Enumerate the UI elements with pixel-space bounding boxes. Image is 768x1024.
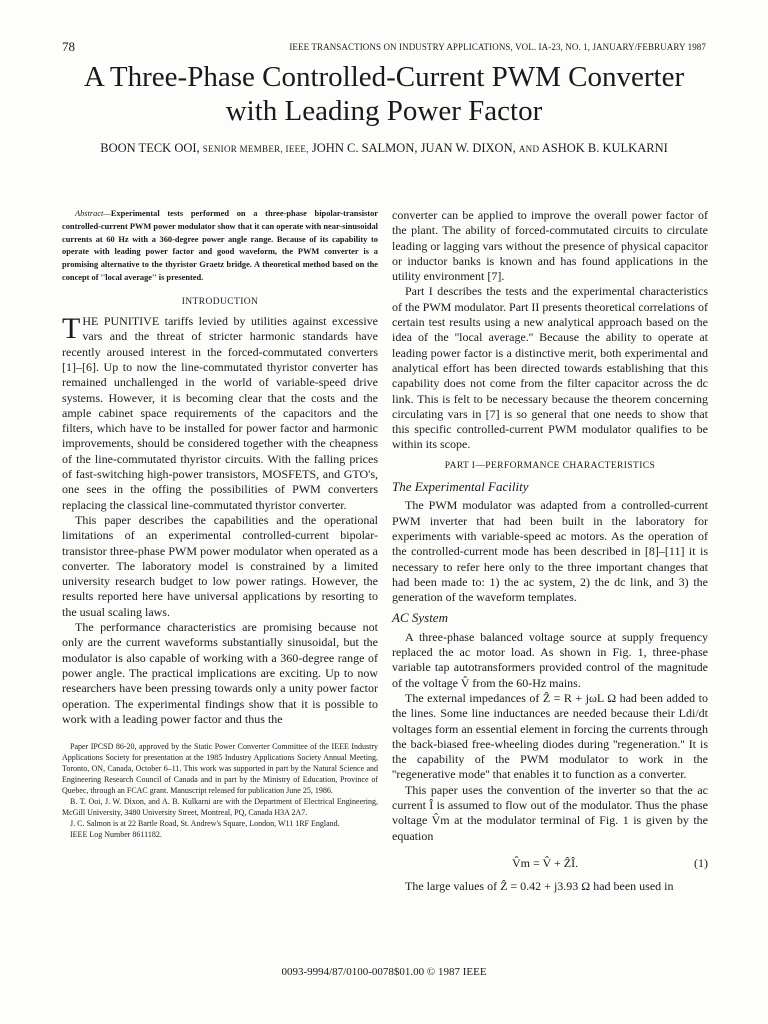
introduction-heading: INTRODUCTION bbox=[181, 296, 259, 307]
author-1: BOON TECK OOI, bbox=[100, 141, 200, 155]
part-1-heading: PART I—PERFORMANCE CHARACTERISTICS bbox=[444, 460, 656, 471]
footnote bbox=[62, 741, 378, 840]
journal-header: IEEE TRANSACTIONS ON INDUSTRY APPLICATIONS, VOL. IA-23, NO. 1, JANUARY/FEBRUARY 1987 bbox=[289, 42, 706, 52]
title-line-2: with Leading Power Factor bbox=[225, 95, 543, 127]
right-paragraph-4: A three-phase balanced voltage source at supply frequency replaced the ac motor load. As shown in Fig. 1, three-phase variable tap autotransformers provided control of the magnitude of the voltage V̂ from the 60-Hz mains. bbox=[392, 629, 708, 690]
page-number: 78 bbox=[62, 39, 75, 54]
intro-p1-text: HE PUNITIVE tariffs levied by utilities against excessive vars and the threat of stricter harmonic standards have recently aroused interest in the forced-commutated converters [1]–[6]. Up to now the line-commutated thyristor converter has remained unchallenged in the world of variable-speed drive systems. However, it is becoming clear that the costs and the ample cabinet space requirements of the capacitors and the filters, which have to be installed for power factor and harmonic improvements, should be considered together with the cheapness of the line-commutated thyristor circuits. With the falling prices of fast-switching high-power transistors, MOSFETS, and GTO's, one sees in the offing the possibilities of PWM converters replacing the classical line-commutated thyristor converter. bbox=[62, 314, 378, 512]
authors-2-3: JOHN C. SALMON, JUAN W. DIXON, bbox=[311, 141, 516, 155]
abstract bbox=[62, 208, 378, 285]
copyright-line: 0093-9994/87/0100-0078$01.00 © 1987 IEEE bbox=[281, 966, 487, 978]
intro-paragraph-3: The performance characteristics are promising because not only are the current waveforms substantially sinusoidal, but the modulator is also capable of working with a 360-degree range of power angle. The practical implications are exciting. Up to now researchers have been pressing towards only a unity power factor operation. The experimental findings show that it is possible to work with a leading power factor and thus the bbox=[62, 620, 378, 726]
author-line bbox=[40, 141, 728, 156]
right-paragraph-3: The PWM modulator was adapted from a controlled-current PWM inverter that had been built in the laboratory for experiments with variable-speed ac motors. As the operation of the controlled-current mode has been described in [8]–[11] it is necessary to refer here only to the three important changes that had been made to: 1) the ac system, 2) the dc link, and 3) the generation of the waveform templates. bbox=[392, 498, 708, 605]
author-4: ASHOK B. KULKARNI bbox=[541, 141, 668, 155]
intro-paragraph-2: This paper describes the capabilities and the operational limitations of an experimental controlled-current bipolar-transistor three-phase PWM power modulator when operated as a converter. The laboratory model is constrained by a limited university research budget to low power ratings. However, the results reported here have universal applications by resorting to the usual scaling laws. bbox=[62, 512, 378, 619]
footnote-1: Paper IPCSD 86-20, approved by the Static Power Converter Committee of the IEEE Industry Applications Society for presentation at the 1985 Industry Applications Society Annual Meeting, Toronto, ON, Canada, October 6–11. This work was supported in part by the Natural Science and Engineering Research Council of Canada and in part by the Ministry of Education, Province of Quebec, through an FCAC grant. Manuscript released for publication June 25, 1986. bbox=[62, 742, 378, 796]
running-header bbox=[62, 39, 706, 56]
abstract-text: Experimental tests performed on a three-phase bipolar-transistor controlled-current PWM power modulator show that it can operate with near-sinusoidal currents at 60 Hz with a 360-degree power angle range. Because of its capability to operate with leading power factor and good waveform, the PWM converter is a promising alternative to the thyristor Graetz bridge. A theoretical method based on the concept of ''local average'' is presented. bbox=[62, 209, 378, 282]
right-column bbox=[392, 208, 708, 894]
right-paragraph-6: This paper uses the convention of the inverter so that the ac current Î is assumed to flow out of the modulator. Thus the phase voltage V̂m at the modulator terminal of Fig. 1 is given by the equation bbox=[392, 782, 708, 843]
equation-number: (1) bbox=[694, 855, 708, 870]
drop-cap: T bbox=[62, 312, 81, 346]
paper-title bbox=[40, 60, 728, 128]
equation-1 bbox=[392, 856, 708, 871]
title-line-1: A Three-Phase Controlled-Current PWM Converter bbox=[83, 61, 685, 93]
left-column bbox=[62, 208, 378, 840]
abstract-label: Abstract— bbox=[75, 209, 111, 218]
right-paragraph-5: The external impedances of Ẑ = R + jωL Ω had been added to the lines. Some line inductances are needed because their Ldi/dt voltages form an essential element in forcing the currents through the back-biased free-wheeling diodes during ''regeneration.'' It is the capability of the PWM modulator to work in the ''regenerative mode'' that enables it to function as a converter. bbox=[392, 690, 708, 782]
author-1-title: SENIOR MEMBER, IEEE, bbox=[202, 144, 309, 154]
equation-text: V̂m = V̂ + ẐÎ. bbox=[512, 855, 579, 870]
footnote-2: B. T. Ooi, J. W. Dixon, and A. B. Kulkarni are with the Department of Electrical Engineering, McGill University, 3480 University Street, Montreal, PQ, Canada H3A 2A7. bbox=[62, 797, 378, 818]
footnote-4: IEEE Log Number 8611182. bbox=[70, 830, 162, 840]
right-paragraph-1: converter can be applied to improve the overall power factor of the plant. The ability of forced-commutated circuits to circulate leading or lagging vars without the presence of physical capacitor or inductor banks is known and has found applications in the utility environment [7]. bbox=[392, 208, 708, 284]
right-paragraph-2: Part I describes the tests and the experimental characteristics of the PWM modulator. Part II presents theoretical correlations of certain test results using a new analytical approach based on the idea of the ''local average.'' Because the ability to operate at leading power factor is a distinctive merit, both experimental and analytical effort has been directed towards establishing that this capability does not come from the filter capacitor across the dc link. This is felt to be necessary because the theorem concerning circulating vars in [7] is so general that one needs to show that this specific controlled-current PWM modulator qualifies to be within its scope. bbox=[392, 284, 708, 452]
intro-paragraph-1 bbox=[62, 314, 378, 513]
ac-system-heading: AC System bbox=[392, 610, 448, 626]
right-paragraph-7: The large values of Ẑ = 0.42 + j3.93 Ω had been used in bbox=[405, 879, 674, 894]
and-word: AND bbox=[518, 144, 540, 154]
experimental-facility-heading: The Experimental Facility bbox=[392, 479, 529, 495]
footnote-3: J. C. Salmon is at 22 Bartle Road, St. Andrew's Square, London, W11 1RF England. bbox=[70, 819, 340, 829]
